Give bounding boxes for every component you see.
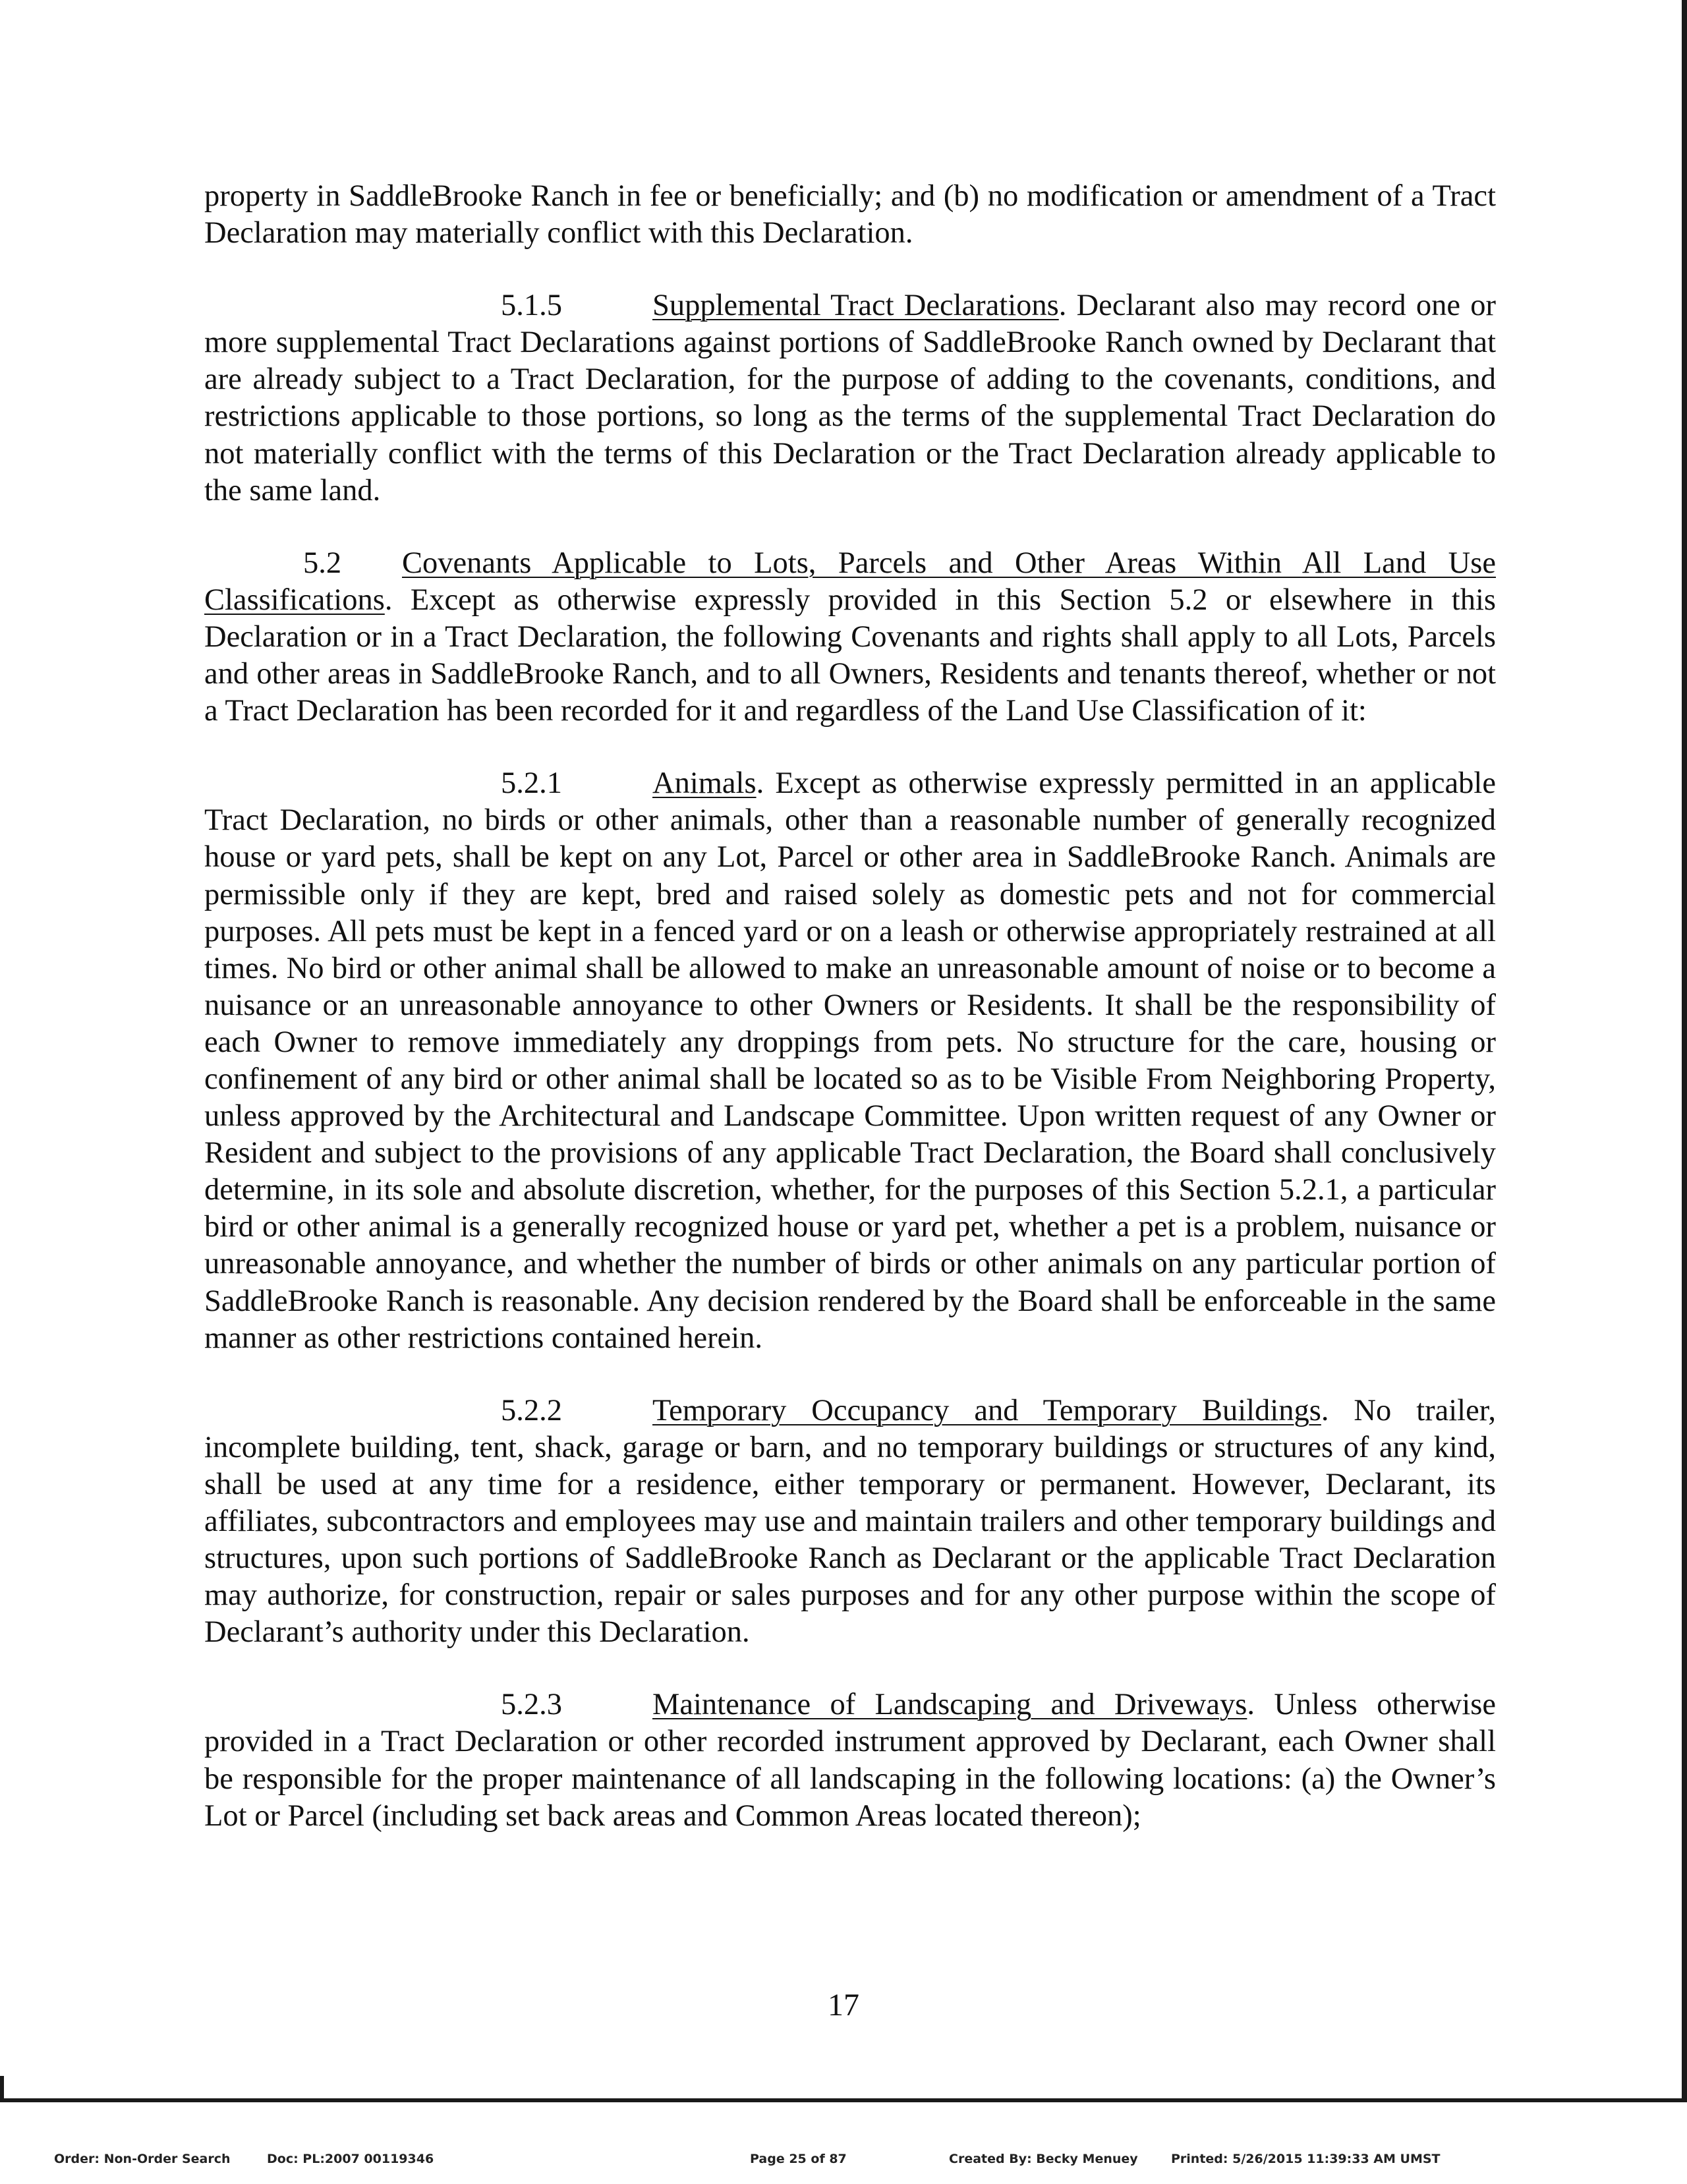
paragraph-text: . Except as otherwise expressly permitted in an applicable Tract Declaration, no birds or other animals, other than a reasonable number of generally recognized house or yard pets, shall be kept on any Lot, Parcel or other area in SaddleBrooke Ranch. Animals are permissible only if they are kept, bred and raised solely as domestic pets and not for commercial purposes. All pets must be kept in a fenced yard or on a leash or otherwise appropriately restrained at all times. No bird or other animal shall be allowed to make an unreasonable amount of noise or to become a nuisance or an unreasonable annoyance to other Owners or Residents. It shall be the responsibility of each Owner to remove immediately any droppings from pets. No structure for the care, housing or confinement of any bird or other animal shall be located so as to be Visible From Neighboring Property, unless approved by the Architectural and Landscape Committee. Upon written request of any Owner or Resident and subject to the provisions of any applicable Tract Declaration, the Board shall conclusively determine, in its sole and absolute discretion, whether, for the purposes of this Section 5.2.1, a particular bird or other animal is a generally recognized house or yard pet, whether a pet is a problem, nuisance or unreasonable annoyance, and whether the number of birds or other animals on any particular portion of SaddleBrooke Ranch is reasonable. Any decision rendered by the Board shall be enforceable in the same manner as other restrictions contained herein.	[204, 766, 1496, 1355]
section-number: 5.2.2	[501, 1393, 562, 1427]
paragraph-continuation	[204, 178, 1496, 252]
paragraph-text: property in SaddleBrooke Ranch in fee or beneficially; and (b) no modification or amendment of a Tract Declaration may materially conflict with this Declaration.	[204, 179, 1496, 250]
section-heading: Temporary Occupancy and Temporary Buildings	[652, 1393, 1321, 1427]
section-heading: Supplemental Tract Declarations	[652, 289, 1059, 323]
section-number: 5.2.1	[501, 766, 562, 801]
paragraph-5-1-5	[204, 287, 1496, 509]
section-number: 5.2	[303, 546, 342, 580]
footer-doc: Doc: PL:2007 00119346	[267, 2152, 434, 2166]
paragraph-5-2	[204, 545, 1496, 730]
footer-page-count: Page 25 of 87	[750, 2152, 847, 2166]
scan-bottom-edge	[0, 2098, 1687, 2102]
document-body	[204, 178, 1496, 1870]
section-heading: Maintenance of Landscaping and Driveways	[652, 1688, 1247, 1722]
footer-printed: Printed: 5/26/2015 11:39:33 AM UMST	[1171, 2152, 1441, 2166]
paragraph-5-2-3	[204, 1686, 1496, 1834]
footer-order: Order: Non-Order Search	[54, 2152, 231, 2166]
section-heading: Animals	[652, 766, 757, 801]
paragraph-5-2-2	[204, 1393, 1496, 1652]
paragraph-text: . No trailer, incomplete building, tent, shack, garage or barn, and no temporary buildings or structures of any kind, shall be used at any time for a residence, either temporary or permanent. However, Declarant, its affiliates, subcontractors and employees may use and maintain trailers and other temporary buildings and structures, upon such portions of SaddleBrooke Ranch as Declarant or the applicable Tract Declaration may authorize, for construction, repair or sales purposes and for any other purpose within the scope of Declarant’s authority under this Declaration.	[204, 1393, 1496, 1650]
scan-right-edge	[1682, 0, 1687, 2102]
section-heading: Covenants Applicable to Lots, Parcels and Other Areas Within All Land Use Classifications	[204, 546, 1496, 617]
paragraph-text: . Declarant also may record one or more supplemental Tract Declarations against portions of SaddleBrooke Ranch owned by Declarant that are already subject to a Tract Declaration, for the purpose of adding to the covenants, conditions, and restrictions applicable to those portions, so long as the terms of the supplemental Tract Declaration do not materially conflict with the terms of this Declaration or the Tract Declaration already applicable to the same land.	[204, 289, 1497, 507]
footer-created-by: Created By: Becky Menuey	[949, 2152, 1138, 2166]
page-number: 17	[828, 1988, 859, 2023]
print-footer	[0, 2152, 1687, 2171]
section-number: 5.1.5	[501, 289, 562, 323]
paragraph-text: . Unless otherwise provided in a Tract Declaration or other recorded instrument approved by Declarant, each Owner shall be responsible for the proper maintenance of all landscaping in the following locations: (a) the Owner’s Lot or Parcel (including set back areas and Common Areas located thereon);	[204, 1688, 1497, 1833]
section-number: 5.2.3	[501, 1688, 562, 1722]
paragraph-text: . Except as otherwise expressly provided in this Section 5.2 or elsewhere in this Declaration or in a Tract Declaration, the following Covenants and rights shall apply to all Lots, Parcels and other areas in SaddleBrooke Ranch, and to all Owners, Residents and tenants thereof, whether or not a Tract Declaration has been recorded for it and regardless of the Land Use Classification of it:	[204, 583, 1496, 728]
paragraph-5-2-1	[204, 765, 1496, 1357]
